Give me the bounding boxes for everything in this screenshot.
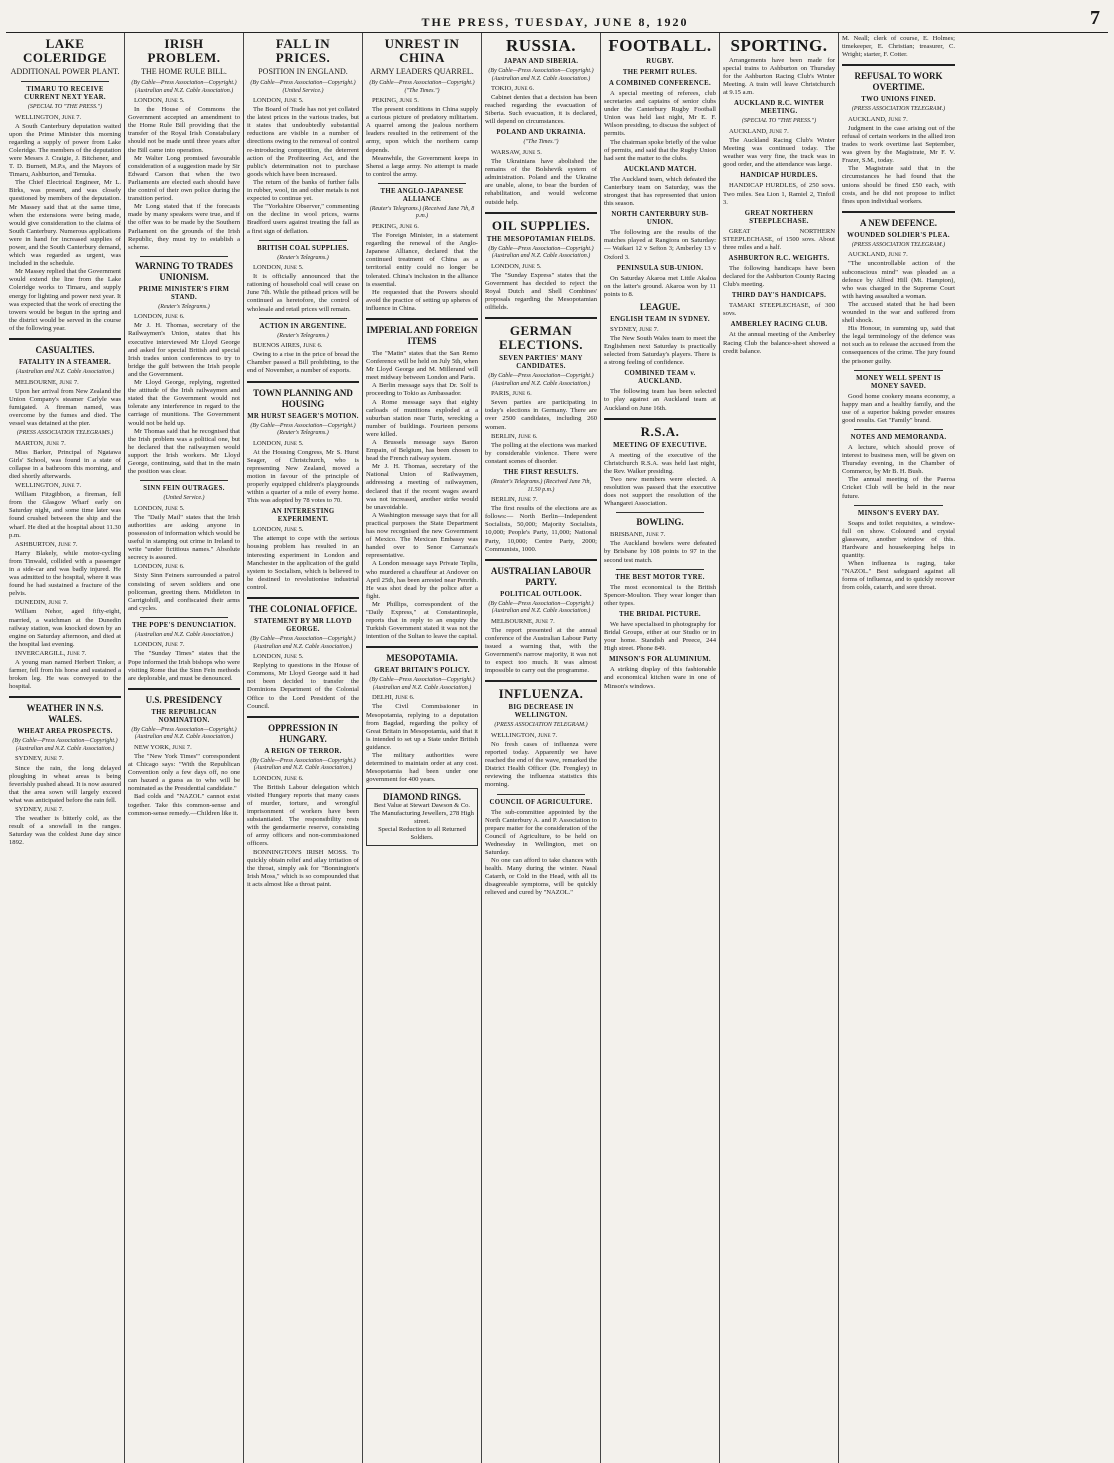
article-paragraph: The present conditions in China supply a curious picture of predatory militarism. A quarrel among the jealous northern leaders resulted in the retirement of the army, upon which the northern camp depends.: [366, 106, 478, 154]
advertisement-text: We have specialised in photography for Bridal Groups, either at our Studio or in your home. Standish and Preece, 244 High street. Phone 849.: [604, 620, 716, 653]
headline-anglo-japanese: THE ANGLO-JAPANESE ALLIANCE: [380, 187, 464, 203]
dateline: AUCKLAND, June 7.: [848, 115, 908, 123]
divider: [842, 211, 955, 213]
divider: [485, 559, 597, 561]
headline-aluminium: MINSON'S FOR ALUMINIUM.: [609, 656, 711, 664]
dateline: SYDNEY, June 7.: [610, 325, 659, 333]
headline-australian-labour: AUSTRALIAN LABOUR PARTY.: [490, 565, 592, 587]
headline-sinn-fein: SINN FEIN OUTRAGES.: [143, 485, 225, 493]
ad-tail: Special Reduction to all Returned Soldiers.: [378, 826, 466, 842]
article-paragraph: The Magistrate said that in the circumstances he had found that the unions should be fined £50 each, with costs, and he did not propose to inflict fines upon individual workers.: [842, 165, 955, 205]
masthead: [6, 6, 1108, 33]
dateline: LONDON, June 6.: [134, 313, 185, 321]
article-paragraph: The annual meeting of the Paeroa Cricket Club will be held in the near future.: [842, 476, 955, 500]
credit-line: (SPECIAL TO "THE PRESS."): [741, 118, 817, 125]
article-paragraph: A London message says Private Teplis, who murdered a chauffeur at Andover on April 25th, has been arrested near Penrith. He was shot dead by the police after a fight.: [366, 560, 478, 600]
ad-title: DIAMOND RINGS.: [382, 792, 461, 803]
headline-minsons: MINSON'S EVERY DAY.: [857, 509, 940, 517]
article-paragraph: On Saturday Akaroa met Little Akaloa on the latter's ground. Akaroa won by 11 points to 8.: [604, 274, 716, 298]
divider: [140, 480, 228, 481]
article-paragraph: The accused stated that he had been wounded in the war and suffered from shell shock.: [842, 300, 955, 325]
article-paragraph: Harry Blakely, while motor-cycling from Tinwald, collided with a passenger in a side-car and was badly injured. He was admitted to the hospital, where it was found he had sustained a fracture of the pelvis.: [9, 549, 121, 598]
dateline: PEKING, June 5.: [372, 97, 419, 104]
dateline: INVERCARGILL, June 7.: [15, 649, 87, 657]
subhead: POLITICAL OUTLOOK.: [500, 590, 582, 598]
credit-line: (United Service.): [163, 495, 205, 502]
divider: [854, 505, 943, 506]
headline-bridal-picture: THE BRIDAL PICTURE.: [619, 610, 701, 618]
credit-line: (Reuter's Telegrams.) (Received June 7th, 11.50 p.m.): [490, 479, 592, 493]
divider: [366, 318, 478, 320]
subhead: ADDITIONAL POWER PLANT.: [10, 67, 120, 76]
credit-line: (By Cable—Press Association—Copyright.) (Australian and N.Z. Cable Association.): [488, 245, 594, 260]
column-2: [125, 33, 244, 1463]
headline-auckland-match: AUCKLAND MATCH.: [623, 165, 697, 173]
dateline: PARIS, June 6.: [491, 390, 532, 398]
divider: [366, 646, 478, 648]
dateline: DUNEDIN, June 7.: [15, 599, 68, 607]
headline-bowling: BOWLING.: [636, 517, 684, 528]
headline-combined-team: COMBINED TEAM v. AUCKLAND.: [624, 370, 696, 386]
headline-irish-problem: IRISH PROBLEM.: [147, 36, 221, 65]
advertisement-text: No one can afford to take chances with health. Many during the winter. Nasal Catarrh, or Cold in the Head, with all its disagreeable symptoms, will be quickly relieved and cured by "NAZOL.": [485, 857, 597, 897]
article-paragraph: The Auckland Racing Club's Winter Meeting was continued today. The weather was very fine, the track was in good order, and the attendance was large.: [723, 137, 835, 169]
ad-body: Best Value at Stewart Dawson & Co. The Manufacturing Jewellers, 278 High street.: [370, 802, 474, 826]
article-paragraph: Upon her arrival from New Zealand the Union Company's steamer Carlyle was fumigated. A fireman named, was overcome by the fumes and died. The vessel was detained at the pier.: [9, 387, 121, 427]
article-paragraph: Mr Walter Long promised favourable consideration of a suggestion made by Sir Edward Carson that when the two Parliaments are elected each should have the control of their own police during the transition period.: [128, 154, 240, 203]
article-paragraph: He requested that the Powers should avoid the practice of setting up spheres of influence in China.: [366, 288, 478, 312]
divider: [854, 429, 943, 430]
headline-oil-supplies: OIL SUPPLIES.: [491, 217, 591, 233]
credit-line: (SPECIAL TO "THE PRESS."): [27, 104, 103, 110]
dateline: MARTON, June 7.: [15, 439, 66, 447]
divider: [854, 370, 943, 371]
advertisement-text: The most economical is the British Spencer-Moulton. They wear longer than other types.: [604, 583, 716, 607]
article-paragraph: The "New York Times'" correspondent at Chicago says: "With the Republican Convention only a few days off, no one can hazard a guess as to who will be nominated as the Presidential candidate.": [128, 752, 240, 793]
headline-casualties: CASUALTIES.: [35, 345, 95, 356]
article-paragraph: The "Sunday Express" states that the Government has decided to reject the Royal Dutch and Shell Combines' proposals regarding the Mesopotamian oilfields.: [485, 271, 597, 312]
dateline: LONDON, June 5.: [134, 97, 185, 104]
subhead: RUGBY.: [646, 58, 674, 65]
credit-line: (Australian and N.Z. Cable Association.): [134, 631, 234, 638]
headline-fall-in-prices: FALL IN PRICES.: [275, 36, 331, 65]
headline-agriculture: COUNCIL OF AGRICULTURE.: [489, 798, 593, 806]
divider: [259, 318, 347, 319]
article-paragraph: A lecture, which should prove of interest to business men, will be given on Thursday evening, in the Chamber of Commerce, by Mr B. H. Bush.: [842, 444, 955, 476]
credit-line: (PRESS ASSOCIATION TELEGRAMS.): [16, 430, 114, 437]
headline-sporting: SPORTING.: [730, 36, 828, 55]
column-5: [482, 33, 601, 1463]
divider: [842, 64, 955, 66]
article-paragraph: The following are the results of the matches played at Rangiora on Saturday:— Waikari 12 v Sefton 3; Amberley 13 v Oxford 3.: [604, 229, 716, 261]
dateline: BRISBANE, June 7.: [610, 531, 666, 539]
advertisement-text: BONNINGTON'S IRISH MOSS. To quickly obtain relief and ailay irritation of the throat, simply ask for "Bonnington's Irish Moss," which is so compounded that it acts almost like a throat paint.: [247, 848, 359, 888]
headline-north-canterbury: NORTH CANTERBURY SUB-UNION.: [611, 211, 709, 227]
divider: [140, 617, 228, 618]
credit-line: (By Cable—Press Association—Copyright.) (Australian and N.Z. Cable Association.): [131, 80, 237, 94]
article-paragraph: Mr Long stated that if the forecasts made by many speakers were true, and if the offer was to be made by the Southern Parliament on the grounds of the Irish Republic, they must try to establish a scheme.: [128, 203, 240, 251]
divider: [604, 418, 716, 420]
subhead: A REIGN OF TERROR.: [264, 747, 342, 755]
divider: [247, 597, 359, 599]
dateline: MELBOURNE, June 7.: [15, 378, 79, 386]
dateline: LONDON, June 5.: [253, 264, 304, 272]
dateline: BERLIN, June 6.: [491, 432, 538, 440]
article-paragraph: "The uncontrollable action of the subconscious mind" was pleaded as a defence by Alfred Hill (Mt. Hampton), who was charged in the Supreme Court with having assaulted a woman.: [842, 260, 955, 300]
dateline: BUENOS AIRES, June 6.: [253, 342, 323, 350]
credit-line: (PRESS ASSOCIATION TELEGRAM.): [494, 722, 588, 729]
article-paragraph: The attempt to cope with the serious housing problem has resulted in an interesting experiment in London and Manchester in the application of the guild system to Socialism, which is believed to be destined to revolutionise industrial control.: [247, 535, 359, 591]
article-paragraph: Bad colds and "NAZOL" cannot exist together. Take this common-sense and common-sense remedy.—Children like it.: [128, 793, 240, 817]
divider: [497, 794, 585, 795]
article-paragraph: In the House of Commons the Government accepted an amendment to the Home Rule Bill providing that the transfer of the Royal Irish Constabulary should not be made until three years after the Bill came into operation.: [128, 106, 240, 154]
headline-warning: WARNING TO TRADES UNIONISM.: [134, 260, 234, 282]
credit-line: (By Cable—Press Association—Copyright.) (Australian and N.Z. Cable Association.): [12, 738, 118, 752]
column-7: [720, 33, 839, 1463]
headline-handicap-hurdles: HANDICAP HURDLES.: [740, 172, 818, 180]
headline-money-saved: MONEY WELL SPENT IS MONEY SAVED.: [856, 374, 941, 390]
article-paragraph: The "Daily Mail" states that the Irish authorities are asking anyone in possession of information which would be useful in stamping out crime in Ireland to write "under fictitious names." Absolute secrecy is assured.: [128, 513, 240, 562]
advertisement-text: Good home cookery means economy, a happy man and a healthy family, and the use of a superior baking powder ensures good results. Get "Family" brand.: [842, 392, 955, 424]
subhead: JAPAN AND SIBERIA.: [503, 58, 579, 65]
dateline: LONDON, June 6.: [253, 774, 304, 782]
article-paragraph: The Auckland team, which defeated the Canterbury team on Saturday, was the strongest that has represented that union this season.: [604, 175, 716, 208]
article-paragraph: William Nehor, aged fifty-eight, married, a watchman at the Dunedin railway station, was knocked down by an engine on Saturday afternoon, and died at the hospital last evening.: [9, 608, 121, 648]
column-1: [6, 33, 125, 1463]
article-paragraph: Replying to questions in the House of Commons, Mr Lloyd George said it had not been decided to transfer the Dominions Department of the Colonial Office to the Lord President of the Council.: [247, 662, 359, 710]
subhead: THE PERMIT RULES.: [622, 69, 698, 76]
headline-town-planning: TOWN PLANNING AND HOUSING: [253, 387, 353, 409]
subhead: WOUNDED SOLDIER'S PLEA.: [847, 231, 950, 239]
headline-overtime: REFUSAL TO WORK OVERTIME.: [854, 71, 943, 93]
article-paragraph: The Auckland bowlers were defeated by Brisbane by 108 points to 97 in the second test match.: [604, 540, 716, 564]
article-paragraph: The "Yorkshire Observer," commenting on the decline in wool prices, warns Bradford users against treating the fall as a first sign of deflation.: [247, 203, 359, 235]
headline-experiment: AN INTERESTING EXPERIMENT.: [271, 508, 335, 524]
headline-imperial-foreign: IMPERIAL AND FOREIGN ITEMS: [366, 324, 478, 346]
article-paragraph: Owing to a rise in the price of bread the Chamber passed a Bill prohibiting, to the end of November, a number of exports.: [247, 351, 359, 375]
article-paragraph: The first results of the elections are as follows:— North Berlin—Independent Socialists, 50,000; Majority Socialists, 10,000; People's Party, 11,000; National Party, 10,000; Centre Party, 2000; Communists, 1000.: [485, 505, 597, 553]
dateline: SYDNEY, June 7.: [15, 805, 64, 813]
article-paragraph: The military authorities were determined to maintain order at any cost. Mesopotamia had been under one government for 400 years.: [366, 752, 478, 784]
headline-football: FOOTBALL.: [608, 36, 712, 55]
subhead: MR HURST SEAGER'S MOTION.: [247, 412, 359, 420]
headline-lake-coleridge: LAKE COLERIDGE: [23, 36, 107, 65]
credit-line: (By Cable—Press Association—Copyright.) (Australian and N.Z. Cable Association.): [369, 677, 475, 691]
headline-third-day: THIRD DAY'S HANDICAPS.: [731, 292, 827, 300]
divider: [128, 688, 240, 690]
article-paragraph: Cabinet denies that a decision has been reached regarding the evacuation of Siberia. Such evacuation, it is declared, will depend on circumstances.: [485, 94, 597, 126]
divider: [485, 680, 597, 682]
credit-line: (By Cable—Press Association—Copyright.) (Australian and N.Z. Cable Association.): [250, 757, 356, 772]
headline-rsa: R.S.A.: [640, 423, 680, 439]
article-paragraph: Mr Thomas said that he recognised that the Irish problem was a political one, but he declared that the railwaymen would support the Irish workers. Mr Lloyd George, continuing, said that in the main the position was clear.: [128, 427, 240, 476]
column-3: [244, 33, 363, 1463]
article-paragraph: A South Canterbury deputation waited upon the Prime Minister this morning regarding a supply of power from Lake Coleridge. The members of the deputation were Messrs J. Craigie, J. Bitchener, and T. D. Burnett, M.P.s, and the Mayors of Timaru, Ashburton, and Temuka.: [9, 122, 121, 179]
article-paragraph: His Honour, in summing up, said that the legal terminology of the defence was not such as to release the accused from the consequences of the crime. The jury found the prisoner guilty.: [842, 325, 955, 365]
headline-peninsula: PENINSULA SUB-UNION.: [616, 264, 704, 272]
masthead-title: THE PRESS, TUESDAY, JUNE 8, 1920: [421, 15, 689, 29]
divider: [378, 183, 466, 184]
kicker: TIMARU TO RECEIVE CURRENT NEXT YEAR.: [24, 86, 106, 101]
article-paragraph: The Chief Electrical Engineer, Mr L. Birks, was present, and was closely questioned by members of the deputation. Mr Massey said that at the same time, when the extensions were being made, would give consideration to the claims of South Canterbury. Numerous applications were in hand for increased supplies of power, and the South Canterbury demand, which was regarded as urgent, was included in the schedule.: [9, 179, 121, 268]
dateline: LONDON, June 5.: [134, 504, 185, 512]
article-paragraph: A Brussels message says Baron Empain, of Belgium, has been chosen to head the French railway system.: [366, 439, 478, 463]
article-paragraph: The British Labour delegation which visited Hungary reports that many cases of murder, torture, and wrongful imprisonment of workers have been substantiated. The responsibility rests with the gendarmerie reserve, consisting of army officers and non-commissioned officers.: [247, 783, 359, 848]
dateline: LONDON, June 5.: [253, 439, 304, 447]
column-4: [363, 33, 482, 1463]
divider: [247, 381, 359, 383]
page-number: 7: [1090, 7, 1100, 29]
headline-league: LEAGUE.: [639, 301, 681, 312]
article-paragraph: At the Housing Congress, Mr S. Hurst Seager, of Christchurch, who is representing New Zealand, moved a motion in favour of the principle of properly equipped children's playgrounds within a quarter of a mile of every home. This was adopted by 78 votes to 70.: [247, 448, 359, 505]
divider: [485, 317, 597, 319]
dateline: WARSAW, June 5.: [491, 148, 542, 156]
headline-notes: NOTES AND MEMORANDA.: [850, 434, 947, 441]
article-paragraph: A Washington message says that for all practical purposes the State Department has now recognised the new Government of Mexico. The Mexican Embassy was handed over to Senor Carranza's representative.: [366, 511, 478, 560]
subhead: A COMBINED CONFERENCE.: [609, 80, 711, 87]
article-paragraph: The following team has been selected to play against an Auckland team at Auckland on June 16th.: [604, 388, 716, 412]
article-paragraph: The chairman spoke briefly of the value of permits, and said that the Rugby Union had sent the matter to the clubs.: [604, 138, 716, 162]
divider: [9, 338, 121, 340]
headline-motor-tyre: THE BEST MOTOR TYRE.: [615, 573, 705, 581]
divider: [259, 240, 347, 241]
article-paragraph: HANDICAP HURDLES, of 250 sovs. Two miles. Sea Lion 1, Ramiel 2, Tinfoil 3.: [723, 182, 835, 206]
article-paragraph: Miss Barker, Principal of Ngatawa Girls' School, was found in a state of collapse in a bathroom this morning, and died shortly afterwards.: [9, 448, 121, 480]
article-paragraph: A Rome message says that eighty carloads of munitions exploded at a suburban station near Turin, wrecking a number of buildings. Fourteen persons were killed.: [366, 398, 478, 438]
article-paragraph: The report presented at the annual conference of the Australian Labour Party issued a warning that, with the Government's narrow majority, it was not to expect too much. It was almost impossible to carry out the programme.: [485, 626, 597, 675]
divider: [616, 512, 704, 513]
article-paragraph: Mr J. H. Thomas, secretary of the National Union of Railwaymen, addressing a meeting of railwaymen, declared that if the recent wages award was not increased, another strike would be unavoidable.: [366, 463, 478, 511]
dateline: AUCKLAND, June 7.: [848, 251, 908, 259]
subhead: ENGLISH TEAM IN SYDNEY.: [610, 315, 710, 323]
headline-new-defence: A NEW DEFENCE.: [859, 217, 938, 228]
subhead: BIG DECREASE IN WELLINGTON.: [508, 704, 574, 720]
subhead: WHEAT AREA PROSPECTS.: [17, 728, 113, 736]
article-paragraph: Mr Phillips, correspondent of the "Daily Express," at Constantinople, reports that in reply to an enquiry the Turkish Government stated it was not the intention of the Sultan to leave the capital.: [366, 600, 478, 641]
subhead: TWO UNIONS FINED.: [861, 96, 936, 104]
article-paragraph: A meeting of the executive of the Christchurch R.S.A. was held last night, the Rev. Walker presiding.: [604, 451, 716, 475]
credit-line: (PRESS ASSOCIATION TELEGRAM.): [851, 106, 946, 113]
credit-line: (By Cable—Press Association—Copyright.) (Australian and N.Z. Cable Association.): [488, 68, 594, 82]
headline-argentine: ACTION IN ARGENTINE.: [259, 322, 347, 330]
article-paragraph: Arrangements have been made for special trains to Ashburton on Thursday for the Ashburton Racing Club's Winter Meeting. A train will leave Christchurch at 9.15 a.m.: [723, 57, 835, 97]
columns: [6, 33, 1108, 1463]
headline-weather: WEATHER IN N.S. WALES.: [26, 703, 104, 725]
advertisement-text: A striking display of this fashionable and economical kitchen ware in one of Minson's windows.: [604, 666, 716, 690]
headline-ashburton-weights: ASHBURTON R.C. WEIGHTS.: [728, 255, 830, 262]
headline-coal: BRITISH COAL SUPPLIES.: [257, 244, 349, 252]
article-paragraph: Mr Massey replied that the Government would extend the line from the Lake Coleridge works to Timaru, and supply energy for lighting and power next year. It was expected that the work of erecting the towers would be begun in the spring and the district would be served in the course of the following year.: [9, 268, 121, 332]
dateline: WELLINGTON, June 7.: [15, 113, 82, 121]
headline-amberley: AMBERLEY RACING CLUB.: [730, 321, 828, 329]
subhead: THE HOME RULE BILL.: [141, 67, 227, 76]
article-paragraph: The "Matin" states that the San Remo Conference will be held on July 5th, when Mr Lloyd George and M. Millerand will meet midway between London and Paris.: [366, 349, 478, 382]
dateline: DELHI, June 6.: [372, 694, 415, 702]
article-paragraph: The weather is bitterly cold, as the result of a snowfall in the ranges. Saturday was the coldest June day since 1892.: [9, 815, 121, 847]
divider: [21, 81, 109, 82]
credit-line: (By Cable—Press Association—Copyright.) (Australian and N.Z. Cable Association.): [250, 636, 356, 650]
dateline: WELLINGTON, June 7.: [15, 482, 82, 490]
dateline: LONDON, June 5.: [253, 526, 304, 534]
subhead: MEETING OF EXECUTIVE.: [613, 441, 707, 449]
advertisement-text: Soaps and toilet requisites, a window-full on show. Coloured and crystal glassware, another window of this. Hardware and housekeeping helps in quantity.: [842, 519, 955, 560]
subhead: ARMY LEADERS QUARREL.: [370, 67, 474, 76]
headline-influenza: INFLUENZA.: [498, 686, 584, 702]
credit-line: ("The Times."): [523, 139, 559, 146]
headline-mesopotamia: MESOPOTAMIA.: [386, 653, 458, 664]
article-paragraph: The following handicaps have been declared for the Ashburton County Racing Club's meeting.: [723, 265, 835, 289]
article-paragraph: It is officially announced that the rationing of household coal will cease on June 7th. While the pithead prices will be continued as heretofore, the control of wholesale and retail prices will remain.: [247, 273, 359, 313]
credit-line: (Reuter's Telegrams.): [277, 254, 329, 261]
credit-line: (Reuter's Telegrams.): [277, 332, 329, 339]
advertisement-diamond-rings: [366, 788, 478, 846]
article-paragraph: A special meeting of referees, club secretaries and captains of senior clubs under the Canterbury Rugby Football Union was held last night, Mr E. F. Wilson presiding, to discuss the subject of permits.: [604, 90, 716, 138]
article-paragraph: The return of the banks of further falls in rubber, wool, tin and other metals is not expected to continue yet.: [247, 178, 359, 203]
dateline: AUCKLAND, June 7.: [729, 127, 789, 135]
credit-line: (Reuter's Telegrams.) (Received June 7th, 8 p.m.): [369, 205, 475, 220]
article-paragraph: The Civil Commissioner in Mesopotamia, replying to a deputation from Bagdad, regarding the policy of Great Britain in Mesopotamia, said that it is intended to set up a State under British guidance.: [366, 703, 478, 751]
subhead: POSITION IN ENGLAND.: [258, 67, 348, 76]
credit-line: (By Cable—Press Association—Copyright.) (United Service.): [250, 80, 356, 94]
credit-line: (Reuter's Telegrams.): [158, 303, 210, 310]
article-paragraph: The Foreign Minister, in a statement regarding the renewal of the Anglo-Japanese Alliance, declared that the continued treatment of China as a territorial entity could no longer be tolerated. China's inclusion in the alliance is essential.: [366, 232, 478, 288]
dateline: LONDON, June 5.: [253, 97, 304, 104]
divider: [9, 696, 121, 698]
article-paragraph: Seven parties are participating in today's elections in Germany. There are over 2500 candidates, including 260 women.: [485, 399, 597, 431]
article-paragraph: Two new members were elected. A resolution was passed that the executive does not support the resolution of the Whangarei Association.: [604, 475, 716, 508]
headline-poland: POLAND AND UKRAINIA.: [496, 129, 586, 137]
subhead: FATALITY IN A STEAMER.: [18, 359, 112, 367]
subhead: STATEMENT BY MR LLOYD GEORGE.: [254, 618, 352, 634]
article-paragraph: The sub-committee appointed by the North Canterbury A. and P. Association to prepare matter for the consideration of the Council of Agriculture, to be held on Wednesday in Wellington, met on Saturday.: [485, 808, 597, 856]
article-paragraph: The polling at the elections was marked by considerable violence. There were constant scenes of disorder.: [485, 441, 597, 465]
article-paragraph: The "Sunday Times" states that the Pope informed the Irish bishops who were visiting Rome that the Sinn Fein methods are deplorable, and must be denounced.: [128, 650, 240, 682]
article-paragraph: At the annual meeting of the Amberley Racing Club the balance-sheet showed a credit balance.: [723, 331, 835, 355]
headline-hungary: OPPRESSION IN HUNGARY.: [268, 722, 338, 744]
article-paragraph: William Fitzgibbon, a fireman, fell from the Glasgow Wharf early on Saturday night, and some time later was found crushed between the ship and the wharf. He died at the hospital about 11.30 p.m.: [9, 491, 121, 539]
credit-line: (By Cable—Press Association—Copyright.) ("The Times."): [369, 80, 475, 94]
dateline: ASHBURTON, June 7.: [15, 540, 78, 548]
article-paragraph: Meanwhile, the Government keeps in Shensi a large army. No attempt is made to control the army.: [366, 154, 478, 178]
credit-line: (Australian and N.Z. Cable Association.): [15, 369, 115, 376]
article-paragraph: Since the rain, the long delayed ploughing in wheat areas is being feverishly pushed ahead. It is now assured that the area sown will largely exceed what was anticipated before the rain fell.: [9, 764, 121, 804]
dateline: LONDON, June 5.: [253, 653, 304, 661]
dateline: MELBOURNE, June 7.: [491, 617, 555, 625]
headline-pope: THE POPE'S DENUNCIATION.: [132, 621, 236, 629]
dateline: LONDON, June 6.: [134, 563, 185, 571]
headline-us-presidency: U.S. PRESIDENCY: [145, 694, 223, 705]
article-paragraph: TAMAKI STEEPLECHASE, of 300 sovs.: [723, 302, 835, 318]
headline-german-elections: GERMAN ELECTIONS.: [498, 323, 584, 353]
dateline: LONDON, June 5.: [491, 262, 542, 270]
subhead: THE MESOPOTAMIAN FIELDS.: [486, 235, 596, 243]
headline-first-results: THE FIRST RESULTS.: [503, 469, 579, 477]
dateline: LONDON, June 7.: [134, 641, 185, 649]
article-paragraph: The New South Wales team to meet the Englishmen next Saturday is practically selected from Saturday's players. There is a strong feeling of confidence.: [604, 334, 716, 367]
column-8: [839, 33, 958, 1463]
advertisement-text: When influenza is raging, take "NAZOL." Best safeguard against all forms of influenza, and to quickly recover from colds, catarrh, and sore throat.: [842, 560, 955, 592]
headline-russia: RUSSIA.: [505, 36, 577, 55]
headline-china: UNREST IN CHINA: [384, 36, 460, 65]
article-paragraph: Judgment in the case arising out of the refusal of certain workers in the allied iron trades to work overtime last September, was given by the Magistrate, Mr F. V. Frazer, S.M., today.: [842, 124, 955, 165]
article-paragraph: Mr Lloyd George, replying, regretted the attitude of the Irish railwaymen and stated that the Government would not tolerate any interference in regard to the carriage of munitions. The Government would not be held up.: [128, 379, 240, 427]
divider: [485, 212, 597, 214]
headline-winter-meeting: AUCKLAND R.C. WINTER MEETING.: [733, 100, 825, 116]
article-paragraph: The Board of Trade has not yet collated the latest prices in the various trades, but it states that undoubtedly substantial reductions are visible in a number of directions owing to the removal of control re-introducing competition, the deterrent action of the Profiteering Act, and the public's determination not to purchase goods which have been increased.: [247, 106, 359, 178]
credit-line: (PRESS ASSOCIATION TELEGRAM.): [851, 241, 946, 248]
credit-line: (By Cable—Press Association—Copyright.) (Australian and N.Z. Cable Association.): [131, 726, 237, 741]
credit-line: (By Cable—Press Association—Copyright.) (Reuter's Telegrams.): [250, 422, 356, 437]
divider: [140, 256, 228, 257]
dateline: SYDNEY, June 7.: [15, 755, 64, 763]
subhead: THE REPUBLICAN NOMINATION.: [151, 708, 217, 724]
dateline: PEKING, June 6.: [372, 222, 419, 230]
article-paragraph: Sixty Sinn Feiners surrounded a patrol consisting of seven soldiers and one policeman, greeting them. Middleton in Carrigtohill, and confiscated their arms and cycles.: [128, 572, 240, 612]
column-6: [601, 33, 720, 1463]
article-paragraph: No fresh cases of influenza were reported today. Apparently we have reached the end of the wave, remarked the District Health Officer (Dr. Frengley) in reviewing the influenza statistics this morning.: [485, 740, 597, 789]
article-paragraph: A young man named Herbert Tinker, a farmer, fell from his horse and sustained a broken leg. He was conveyed to the hospital.: [9, 659, 121, 691]
dateline: WELLINGTON, June 7.: [491, 731, 558, 739]
divider: [247, 716, 359, 718]
article-paragraph: M. Neall; clerk of course, E. Holmes; timekeeper, E. Christian; treasurer, C. Wright; starter, F. Cotter.: [842, 35, 955, 59]
subhead: GREAT BRITAIN'S POLICY.: [374, 667, 470, 675]
headline-colonial-office: THE COLONIAL OFFICE.: [248, 604, 358, 615]
article-paragraph: A Berlin message says that Dr. Solf is proceeding to Tokio as Ambassador.: [366, 382, 478, 398]
credit-line: (By Cable—Press Association—Copyright.) (Australian and N.Z. Cable Association.): [488, 373, 594, 387]
article-paragraph: GREAT NORTHERN STEEPLECHASE, of 1500 sovs. About three miles and a half.: [723, 227, 835, 251]
divider: [616, 569, 704, 570]
article-paragraph: Mr J. H. Thomas, secretary of the Railwaymen's Union, states that his executive interviewed Mr Lloyd George and asked for special British and special Irish trades union conferences to try to bridge the gulf between the Irish people and the Government.: [128, 322, 240, 378]
article-paragraph: The Ukrainians have abolished the remains of the Bolshevik system of administration. Poland and the Ukraine are unable, alone, to bear the burden of rehabilitation, and would welcome outside help.: [485, 158, 597, 206]
dateline: TOKIO, June 6.: [491, 85, 535, 92]
dateline: BERLIN, June 7.: [491, 496, 538, 504]
headline-great-northern: GREAT NORTHERN STEEPLECHASE.: [744, 209, 814, 225]
dateline: NEW YORK, June 7.: [134, 743, 192, 751]
subhead: PRIME MINISTER'S FIRM STAND.: [138, 285, 230, 301]
subhead: SEVEN PARTIES' MANY CANDIDATES.: [499, 355, 583, 371]
credit-line: (By Cable—Press Association—Copyright.) (Australian and N.Z. Cable Association.): [488, 600, 594, 615]
